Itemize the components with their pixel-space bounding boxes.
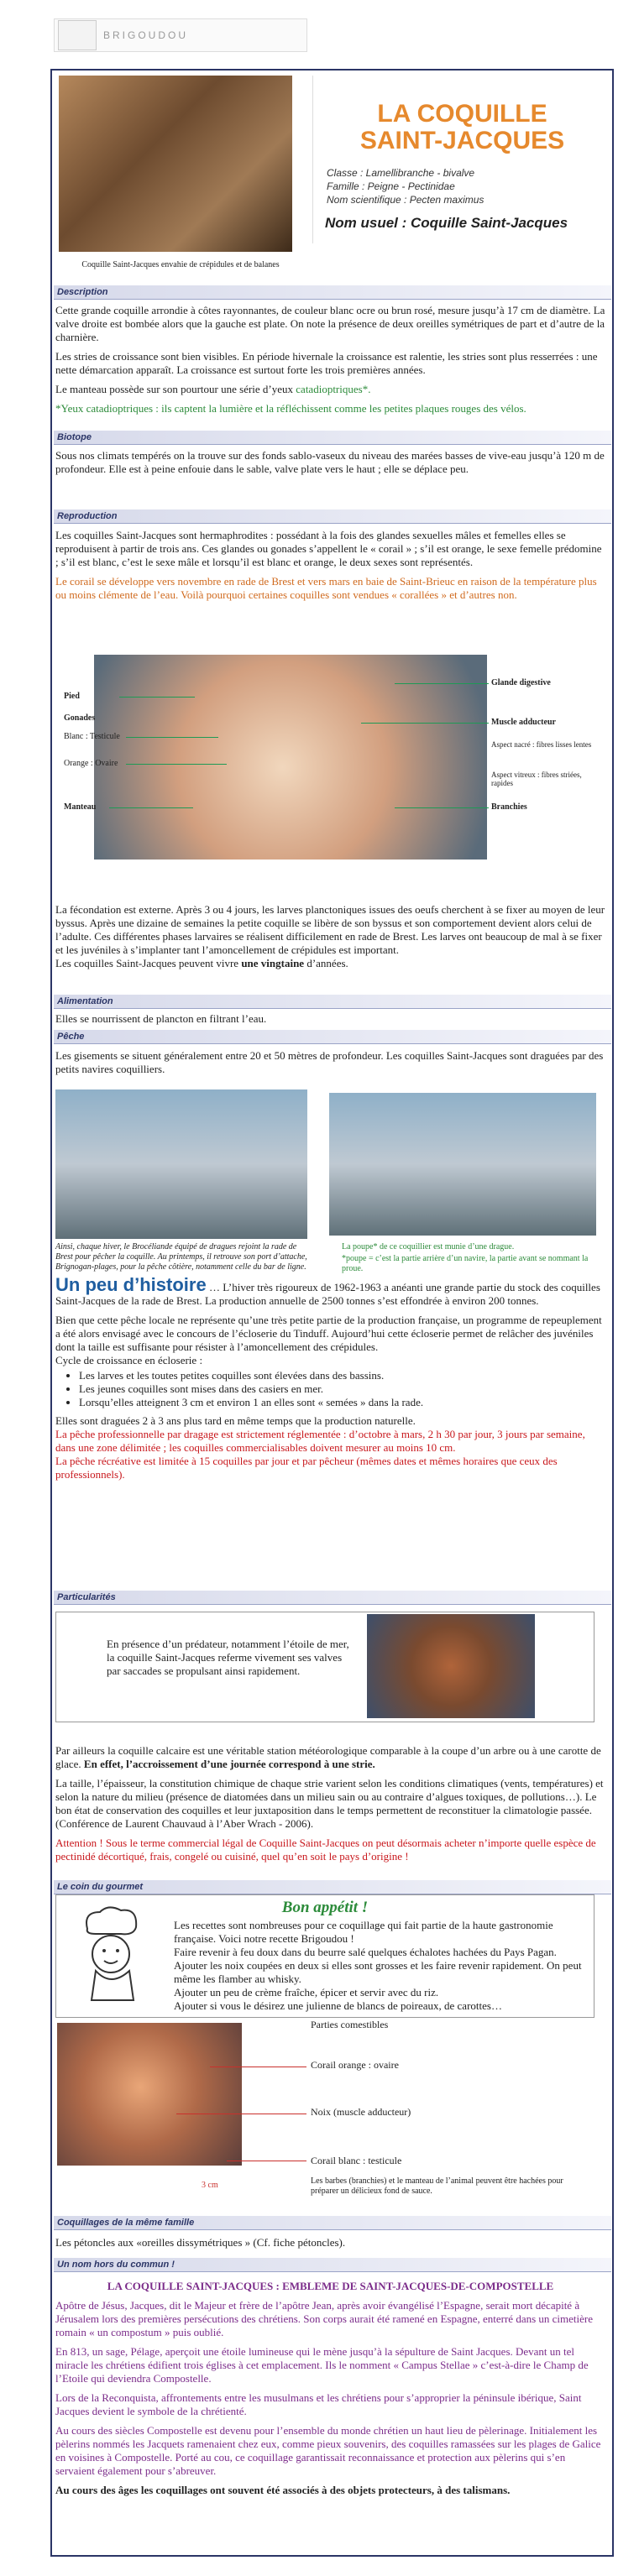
label-gonades: Gonades xyxy=(64,713,96,723)
reproduction-p4 xyxy=(55,957,605,970)
histoire-p3: Cycle de croissance en écloserie : xyxy=(55,1354,203,1366)
nom-p1: Apôtre de Jésus, Jacques, dit le Majeur et frère de l’apôtre Jean, après avoir évangélisé l’Espagne, serait mort décapité à Jérusalem lors des premières persécutions des chrétiens. Son corps aurait été ramené en Espagne, enterré dans un cimetière romain « un compostum » puis oublié. xyxy=(55,2299,594,2338)
nom-heading: LA COQUILLE SAINT-JACQUES : EMBLEME DE SAINT-JACQUES-DE-COMPOSTELLE xyxy=(107,2280,554,2292)
reproduction-p1: Les coquilles Saint-Jacques sont hermaphrodites : possédant à la fois des glandes sexuelles mâles et femelles elles se reproduisent à partir de trois ans. Ces glandes ou gonades s’appellent le « corail » ; s’il est orange, le sexe femelle prédomine ; s’il est blanc, c’est le sexe mâle et lorsqu’il est blanc et orange, le deux sexes sont représentés. xyxy=(55,529,602,568)
reproduction-p4-b: une vingtaine xyxy=(241,957,305,969)
histoire-p1 xyxy=(55,1274,605,1308)
scallop-anatomy-photo xyxy=(94,655,487,860)
chef-drawing xyxy=(71,1904,155,2004)
leader-pied xyxy=(119,697,195,698)
label-manteau: Manteau xyxy=(64,802,97,812)
recipe-text xyxy=(174,1919,585,2013)
reproduction-p4-c: d’années. xyxy=(306,957,348,969)
title-line-1: LA COQUILLE xyxy=(377,100,547,128)
description-p1: Cette grande coquille arrondie à côtes rayonnantes, de couleur blanc ocre ou brun rosé, mesure jusqu’à 17 cm de diamètre. La valve droite est bombée alors que la gauche est plate. On note la présence de deux oreilles symétriques de part et d’autre de la charnière. xyxy=(55,304,605,343)
histoire-bullet: • Les jeunes coquilles sont mises dans des casiers en mer. xyxy=(79,1382,605,1396)
reproduction-text xyxy=(55,529,605,608)
leader-manteau xyxy=(109,807,193,808)
particularites-p1-a: Par ailleurs la coquille calcaire est une véritable station météorologique comparable à la coupe d’un arbre ou à une carotte de glace. xyxy=(55,1744,601,1770)
recipe-p2: Faire revenir à feu doux dans du beurre salé quelques échalotes hachées du Pays Pagan. Ajouter les noix coupées en deux si elles sont grosses et les faire revenir rapidement. On peut même les flamber au whisky. xyxy=(174,1946,582,1985)
label-muscle: Muscle adducteur xyxy=(491,718,556,727)
classification xyxy=(327,166,611,206)
recipe-p4: Ajouter si vous le désirez une julienne de blancs de poireaux, de carottes… xyxy=(174,1999,502,2012)
histoire-p2: Bien que cette pêche locale ne représente qu’une très petite partie de la production française, un programme de repeuplement a été alors envisagé avec le concours de l’écloserie du Tinduff. Aujourd’hui cette écloserie permet de relâcher des juvéniles dont la taille est suffisante pour résister à l’amoncellement des crépidules. xyxy=(55,1314,602,1353)
histoire-title: Un peu d’histoire xyxy=(55,1274,207,1295)
label-vitreux: Aspect vitreux : fibres striées, rapides xyxy=(491,771,582,787)
description-p3-a: Le manteau possède sur son pourtour une série d’yeux xyxy=(55,383,294,395)
title-box xyxy=(312,76,611,243)
section-description: Description xyxy=(54,285,611,300)
description-p3-b: catadioptriques*. xyxy=(296,383,371,395)
section-nom: Un nom hors du commun ! xyxy=(54,2258,611,2272)
leader-orange xyxy=(126,764,227,765)
nom-text xyxy=(55,2280,605,2503)
page-title xyxy=(313,101,611,154)
label-blanc: Blanc : Testicule xyxy=(64,732,120,741)
boat-photo-right xyxy=(329,1093,596,1236)
histoire-p5: La pêche professionnelle par dragage est strictement réglementée : d’octobre à mars, 2 h 30 par jour, 3 jours par semaine, dans une zone délimitée ; les coquilles commercialisables doivent mesurer au moins 10 cm. xyxy=(55,1428,585,1454)
anat-barbes: Les barbes (branchies) et le manteau de l’animal peuvent être hachées pour préparer un délicieux fond de sauce. xyxy=(311,2176,563,2196)
nom-usuel: Nom usuel : Coquille Saint-Jacques xyxy=(325,215,568,231)
peche-p1: Les gisements se situent généralement entre 20 et 50 mètres de profondeur. Les coquilles Saint-Jacques sont draguées par des petits navires coquilliers. xyxy=(55,1049,604,1075)
particularites-p1 xyxy=(55,1744,605,1771)
biotope-p1: Sous nos climats tempérés on la trouve sur des fonds sablo-vaseux du niveau des marées basses de vive-eau jusqu’à 120 m de profondeur. Elle est à peine enfouie dans le sable, valve plate vers le haut ; elle se déplace peu. xyxy=(55,449,605,475)
boat-caption-left: Ainsi, chaque hiver, le Brocéliande équipé de dragues rejoint la rade de Brest pour pêcher la coquille. Au printemps, il retrouve son port d’attache, Brignogan-plages, pour la pêche côtière, notamment celle du bar de ligne. xyxy=(55,1242,307,1272)
coquillages-text xyxy=(55,2236,605,2255)
classe: Classe : Lamellibranche - bivalve xyxy=(327,167,475,179)
edible-parts-photo xyxy=(57,2023,242,2166)
particularites-p1-b: En effet, l’accroissement d’une journée correspond à une strie. xyxy=(83,1758,375,1770)
section-biotope: Biotope xyxy=(54,431,611,445)
description-text xyxy=(55,304,605,421)
recipe-p3: Ajouter un peu de crème fraîche, épicer et servir avec du riz. xyxy=(174,1986,439,1999)
histoire-bullet: • Les larves et les toutes petites coquilles sont élevées dans des bassins. xyxy=(79,1369,605,1382)
particularites-p3: (Conférence de Laurent Chauvaud à l’Aber Wrach - 2006). xyxy=(55,1817,314,1830)
hero-photo xyxy=(59,76,292,252)
reproduction-p2: Le corail se développe vers novembre en rade de Brest et vers mars en baie de Saint-Brieuc en raison de la température plus ou moins clémente de l’eau. Voilà pourquoi certaines coquilles sont vendues « corallées » et d’autres non. xyxy=(55,575,597,601)
alimentation-p1: Elles se nourrissent de plancton en filtrant l’eau. xyxy=(55,1012,267,1025)
nom-p4: Au cours des siècles Compostelle est devenu pour l’ensemble du monde chrétien un haut lieu de pèlerinage. Initialement les pèlerins nommés les Jacquets ramenaient chez eux, comme pieux souvenirs, des coquilles ramassées sur les plages de Galice en voisines à Compostelle. Porté au cou, ce coquillage garantissait reconnaissance et protection aux pèlerins qui s’en servaient également pour s’abreuver. xyxy=(55,2424,601,2477)
label-pied: Pied xyxy=(64,692,80,701)
edible-parts-labels xyxy=(302,2019,592,2205)
leader-muscle xyxy=(361,723,489,724)
starfish-photo xyxy=(367,1614,535,1718)
section-alimentation: Alimentation xyxy=(54,995,611,1009)
recipe-title: Bon appétit ! xyxy=(281,1899,369,1916)
section-gourmet: Le coin du gourmet xyxy=(54,1880,611,1894)
reproduction-text-2 xyxy=(55,903,605,976)
description-p2: Les stries de croissance sont bien visibles. En période hivernale la croissance est ralentie, les stries sont plus resserrées : une nette démarcation apparaît. La croissance est surtout forte les trois premières années. xyxy=(55,350,598,376)
label-glande: Glande digestive xyxy=(491,678,551,687)
nom-p5: Au cours des âges les coquillages ont souvent été associés à des objets protecteurs, à des talismans. xyxy=(55,2484,511,2496)
particularites-p2: La taille, l’épaisseur, la constitution chimique de chaque strie varient selon les conditions climatiques (vents, températures) et selon la nature du milieu (présence de diatomées dans un milieu sain ou au contraire d’algues toxiques, de pollutions…). Le bon état de conservation des coquilles et leur juxtaposition dans le temps permettent de reconstituer la climatologie passée. xyxy=(55,1777,604,1816)
nom-p3: Lors de la Reconquista, affrontements entre les musulmans et les chrétiens pour s’approprier la péninsule ibérique, Saint Jacques devient le symbole de la chrétienté. xyxy=(55,2391,582,2417)
predator-text: En présence d’un prédateur, notamment l’étoile de mer, la coquille Saint-Jacques referme vivement ses valves par saccades se propulsant ainsi rapidement. xyxy=(107,1638,349,1677)
nom-p2: En 813, un sage, Pélage, aperçoit une étoile lumineuse qui le mène jusqu’à la sépulture de Saint Jacques. Devant un tel miracle les chrétiens édifient trois églises à cet emplacement. Ils le nomment « Campus Stellae » c’est-à-dire le Champ de l’Etoile qui deviendra Compostelle. xyxy=(55,2345,589,2385)
anat-title: Parties comestibles xyxy=(311,2019,389,2030)
particularites-text xyxy=(55,1744,605,1869)
boat-photo-left xyxy=(55,1089,307,1239)
hero-caption: Coquille Saint-Jacques envahie de crépidules et de balanes xyxy=(81,260,280,269)
logo-image xyxy=(58,20,97,50)
histoire-bullet: • Lorsqu’elles atteignent 3 cm et environ 1 an elles sont « semées » dans la rade. xyxy=(79,1396,605,1409)
histoire-p4: Elles sont draguées 2 à 3 ans plus tard en même temps que la production naturelle. xyxy=(55,1414,416,1427)
histoire-p6: La pêche récréative est limitée à 15 coquilles par jour et par pêcheur (mêmes dates et mêmes horaires que ceux des professionnels). xyxy=(55,1455,558,1481)
predator-box xyxy=(55,1612,594,1722)
description-p4: *Yeux catadioptriques : ils captent la lumière et la réfléchissent comme les petites plaques rouges des vélos. xyxy=(55,402,526,415)
biotope-text xyxy=(55,449,605,482)
title-line-2: SAINT-JACQUES xyxy=(359,127,565,154)
histoire-p1-text: … L’hiver très rigoureux de 1962-1963 a anéanti une grande partie du stock des coquilles Saint-Jacques de la rade de Brest. La production annuelle de 2500 tonnes s’est effondrée à environ 200 tonnes. xyxy=(55,1281,600,1307)
boat-caption-right-b: *poupe = c’est la partie arrière d’un navire, la partie avant se nommant la proue. xyxy=(342,1254,589,1273)
boat-caption-right-a: La poupe* de ce coquillier est munie d’une drague. xyxy=(342,1242,515,1251)
peche-text xyxy=(55,1049,605,1082)
reproduction-p4-a: Les coquilles Saint-Jacques peuvent vivre xyxy=(55,957,239,969)
label-branchies: Branchies xyxy=(491,802,527,812)
label-orange: Orange : Ovaire xyxy=(64,759,118,768)
particularites-p4: Attention ! Sous le terme commercial légal de Coquille Saint-Jacques on peut désormais acheter n’importe quelle espèce de pectinidé décortiqué, frais, congelé ou cuisiné, quel qu’en soit le pays d’origine ! xyxy=(55,1837,596,1863)
label-nacre: Aspect nacré : fibres lisses lentes xyxy=(491,740,592,749)
alimentation-text xyxy=(55,1012,605,1032)
anat-corail-blanc: Corail blanc : testicule xyxy=(311,2155,402,2166)
nom-scientifique: Nom scientifique : Pecten maximus xyxy=(327,194,484,206)
histoire-bullets xyxy=(79,1369,605,1409)
scale-label: 3 cm xyxy=(202,2181,218,2190)
coquillages-p1: Les pétoncles aux «oreilles dissymétriques » (Cf. fiche pétoncles). xyxy=(55,2236,346,2249)
reproduction-p3: La fécondation est externe. Après 3 ou 4 jours, les larves planctoniques issues des oeufs cherchent à se fixer au moyen de leur byssus. Après une dizaine de semaines la petite coquille se libère de son byssus et son comportement devient alors celui de l’adulte. Ces différentes phases larvaires se réalisent difficilement en rade de Brest. Les larves ont beaucoup de mal à se fixer et les juvéniles à s’implanter tant l’amoncellement de crépidules est important. xyxy=(55,903,605,956)
recipe-p1: Les recettes sont nombreuses pour ce coquillage qui fait partie de la haute gastronomie française. Voici notre recette Brigoudou ! xyxy=(174,1919,553,1945)
leader-branchies xyxy=(395,807,489,808)
leader-blanc xyxy=(126,737,218,738)
section-particularites: Particularités xyxy=(54,1591,611,1605)
section-coquillages: Coquillages de la même famille xyxy=(54,2216,611,2230)
histoire-text xyxy=(55,1274,605,1487)
logo-text: BRIGOUDOU xyxy=(103,29,189,41)
anat-noix: Noix (muscle adducteur) xyxy=(311,2106,411,2118)
leader-glande xyxy=(395,683,489,684)
logo-bar xyxy=(54,18,307,52)
description-p3 xyxy=(55,383,605,396)
section-peche: Pêche xyxy=(54,1030,611,1044)
section-reproduction: Reproduction xyxy=(54,509,611,524)
famille: Famille : Peigne - Pectinidae xyxy=(327,180,455,192)
anat-corail-orange: Corail orange : ovaire xyxy=(311,2059,399,2071)
